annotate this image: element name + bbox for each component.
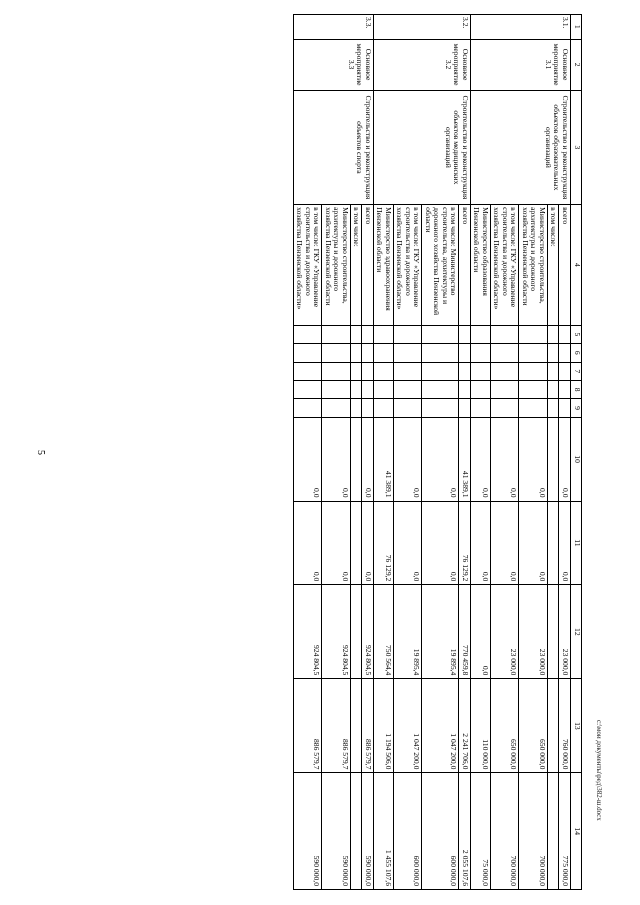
table-cell: [351, 362, 363, 380]
table-cell: [322, 325, 351, 343]
table-cell: 650 000,0: [491, 679, 520, 773]
budget-table: [293, 14, 582, 890]
table-row: [362, 15, 374, 890]
table-cell: [351, 380, 363, 398]
table-cell: [351, 399, 363, 417]
table-cell: [519, 325, 548, 343]
table-cell: 0,0: [422, 501, 459, 585]
table-cell: Министерство образования Пензенской области: [471, 205, 491, 326]
table-cell: 19 895,4: [422, 585, 459, 679]
table-cell: [422, 325, 459, 343]
table-cell: [362, 344, 374, 362]
table-cell: [394, 325, 423, 343]
table-cell: [471, 344, 491, 362]
table-cell: 1 194 506,0: [374, 679, 394, 773]
table-cell: [559, 325, 571, 343]
table-cell: 886 579,7: [294, 679, 323, 773]
table-cell: [491, 380, 520, 398]
table-cell: 924 804,5: [322, 585, 351, 679]
table-cell: [351, 325, 363, 343]
table-cell: 3.1.: [471, 15, 571, 40]
table-cell: [362, 325, 374, 343]
header-cell: 3: [571, 90, 582, 204]
table-cell: в том числе: ГКУ «Управление строительства и дорожного хозяйства Пензенской области»: [491, 205, 520, 326]
table-cell: всего: [559, 205, 571, 326]
table-cell: [351, 344, 363, 362]
table-cell: 650 000,0: [519, 679, 548, 773]
table-cell: [351, 773, 363, 890]
table-cell: 3.3.: [294, 15, 374, 40]
header-row: [571, 15, 582, 890]
table-cell: [471, 362, 491, 380]
table-cell: [362, 380, 374, 398]
table-cell: [491, 399, 520, 417]
table-cell: [559, 380, 571, 398]
table-cell: 0,0: [491, 417, 520, 501]
table-cell: [548, 679, 560, 773]
table-cell: 41 389,1: [459, 417, 471, 501]
table-cell: всего: [362, 205, 374, 326]
table-cell: [351, 585, 363, 679]
table-cell: 700 000,0: [519, 773, 548, 890]
table-cell: [548, 417, 560, 501]
table-cell: [351, 417, 363, 501]
table-cell: [374, 399, 394, 417]
table-cell: [519, 380, 548, 398]
table-cell: [459, 325, 471, 343]
table-cell: 2 241 706,0: [459, 679, 471, 773]
header-cell: 5: [571, 325, 582, 343]
table-cell: [459, 380, 471, 398]
table-row: [559, 15, 571, 890]
table-cell: 590 000,0: [294, 773, 323, 890]
table-cell: 886 579,7: [362, 679, 374, 773]
table-cell: [491, 362, 520, 380]
table-cell: [559, 399, 571, 417]
table-cell: [351, 501, 363, 585]
table-cell: [422, 399, 459, 417]
table-cell: [362, 362, 374, 380]
table-cell: [459, 362, 471, 380]
header-cell: 8: [571, 380, 582, 398]
table-cell: 23 000,0: [519, 585, 548, 679]
table-cell: 0,0: [422, 417, 459, 501]
table-cell: [459, 344, 471, 362]
table-cell: 41 389,1: [374, 417, 394, 501]
table-cell: 23 000,0: [559, 585, 571, 679]
table-cell: 0,0: [394, 501, 423, 585]
table-cell: [491, 325, 520, 343]
table-cell: [322, 399, 351, 417]
table-cell: 3.2.: [374, 15, 471, 40]
table-cell: Строительство и реконструкция объектов спорта: [294, 90, 374, 204]
table-cell: 0,0: [362, 417, 374, 501]
table-cell: [394, 380, 423, 398]
table-cell: 0,0: [471, 501, 491, 585]
table-cell: [548, 399, 560, 417]
table-cell: [559, 344, 571, 362]
table-cell: [548, 344, 560, 362]
header-cell: 6: [571, 344, 582, 362]
table-cell: Строительство и реконструкция объектов медицинских организаций: [374, 90, 471, 204]
table-cell: [294, 344, 323, 362]
table-cell: 1 455 107,6: [374, 773, 394, 890]
table-cell: 0,0: [491, 501, 520, 585]
table-cell: 886 579,7: [322, 679, 351, 773]
table-cell: 0,0: [362, 501, 374, 585]
table-cell: 1 047 200,0: [394, 679, 423, 773]
table-cell: 0,0: [322, 417, 351, 501]
table-cell: [294, 362, 323, 380]
header-cell: 12: [571, 585, 582, 679]
table-cell: Министерство строительства, архитектуры и дорожного хозяйства Пензенской области: [519, 205, 548, 326]
table-cell: 1 047 200,0: [422, 679, 459, 773]
table-cell: 23 000,0: [491, 585, 520, 679]
table-cell: 76 129,2: [374, 501, 394, 585]
table-cell: [294, 325, 323, 343]
table-cell: [362, 399, 374, 417]
table-cell: 600 000,0: [422, 773, 459, 890]
table-cell: [374, 362, 394, 380]
table-cell: в том числе: ГКУ «Управление строительства и дорожного хозяйства Пензенской области»: [294, 205, 323, 326]
table-cell: 590 000,0: [362, 773, 374, 890]
table-cell: 0,0: [294, 417, 323, 501]
table-cell: [422, 362, 459, 380]
table-cell: в том числе: ГКУ «Управление строительства и дорожного хозяйства Пензенской области»: [394, 205, 423, 326]
table-cell: [459, 399, 471, 417]
table-cell: 760 000,0: [559, 679, 571, 773]
table-cell: [394, 399, 423, 417]
table-cell: [374, 380, 394, 398]
header-cell: 14: [571, 773, 582, 890]
table-cell: [548, 325, 560, 343]
table-cell: [491, 344, 520, 362]
table-cell: в том числе:: [548, 205, 560, 326]
rotated-table-wrapper: [81, 14, 582, 890]
table-cell: Основное мероприятие 3.3: [294, 39, 374, 90]
table-cell: 76 129,2: [459, 501, 471, 585]
table-cell: 75 000,0: [471, 773, 491, 890]
table-cell: [548, 585, 560, 679]
table-cell: Основное мероприятие 3.2: [374, 39, 471, 90]
table-cell: [374, 325, 394, 343]
table-cell: 0,0: [471, 585, 491, 679]
table-cell: всего: [459, 205, 471, 326]
table-cell: [322, 344, 351, 362]
table-cell: [374, 344, 394, 362]
table-cell: [294, 380, 323, 398]
table-cell: 0,0: [322, 501, 351, 585]
table-cell: [471, 325, 491, 343]
table-cell: [294, 399, 323, 417]
table-cell: [548, 773, 560, 890]
table-cell: [322, 362, 351, 380]
table-cell: [394, 362, 423, 380]
table-cell: 0,0: [519, 417, 548, 501]
table-cell: 750 564,4: [374, 585, 394, 679]
table-cell: 0,0: [294, 501, 323, 585]
table-cell: 110 000,0: [471, 679, 491, 773]
table-cell: 924 804,5: [294, 585, 323, 679]
header-cell: 10: [571, 417, 582, 501]
table-cell: [394, 344, 423, 362]
table-cell: 600 000,0: [394, 773, 423, 890]
table-cell: [351, 679, 363, 773]
table-cell: [548, 362, 560, 380]
header-cell: 1: [571, 15, 582, 40]
table-row: [459, 15, 471, 890]
footer-file-path: c:\мои документы\ред\382-ш.docx: [595, 720, 603, 821]
header-cell: 11: [571, 501, 582, 585]
table-cell: [519, 399, 548, 417]
table-cell: 19 895,4: [394, 585, 423, 679]
header-cell: 2: [571, 39, 582, 90]
table-cell: [422, 344, 459, 362]
table-cell: 0,0: [559, 417, 571, 501]
table-cell: 2 055 107,6: [459, 773, 471, 890]
table-cell: [548, 380, 560, 398]
table-cell: 770 459,8: [459, 585, 471, 679]
table-cell: [471, 380, 491, 398]
header-cell: 13: [571, 679, 582, 773]
table-cell: [422, 380, 459, 398]
table-cell: 590 000,0: [322, 773, 351, 890]
table-cell: 0,0: [394, 417, 423, 501]
table-cell: [519, 344, 548, 362]
table-cell: Министерство здравоохранения Пензенской области: [374, 205, 394, 326]
page-number: 5: [35, 450, 46, 455]
table-cell: [519, 362, 548, 380]
header-cell: 4: [571, 205, 582, 326]
table-cell: 0,0: [559, 501, 571, 585]
table-cell: Министерство строительства, архитектуры и дорожного хозяйства Пензенской области: [322, 205, 351, 326]
table-cell: Строительство и реконструкция объектов образовательных организаций: [471, 90, 571, 204]
table-cell: [471, 399, 491, 417]
table-cell: 0,0: [471, 417, 491, 501]
table-cell: в том числе:: [351, 205, 363, 326]
header-cell: 9: [571, 399, 582, 417]
table-cell: в том числе: Министерство строительства, архитектуры и дорожного хозяйства Пензенской области: [422, 205, 459, 326]
table-cell: [322, 380, 351, 398]
table-cell: 775 000,0: [559, 773, 571, 890]
table-cell: [548, 501, 560, 585]
table-cell: [559, 362, 571, 380]
table-cell: 700 000,0: [491, 773, 520, 890]
header-cell: 7: [571, 362, 582, 380]
table-cell: Основное мероприятие 3.1: [471, 39, 571, 90]
table-cell: 0,0: [519, 501, 548, 585]
table-cell: 924 804,5: [362, 585, 374, 679]
